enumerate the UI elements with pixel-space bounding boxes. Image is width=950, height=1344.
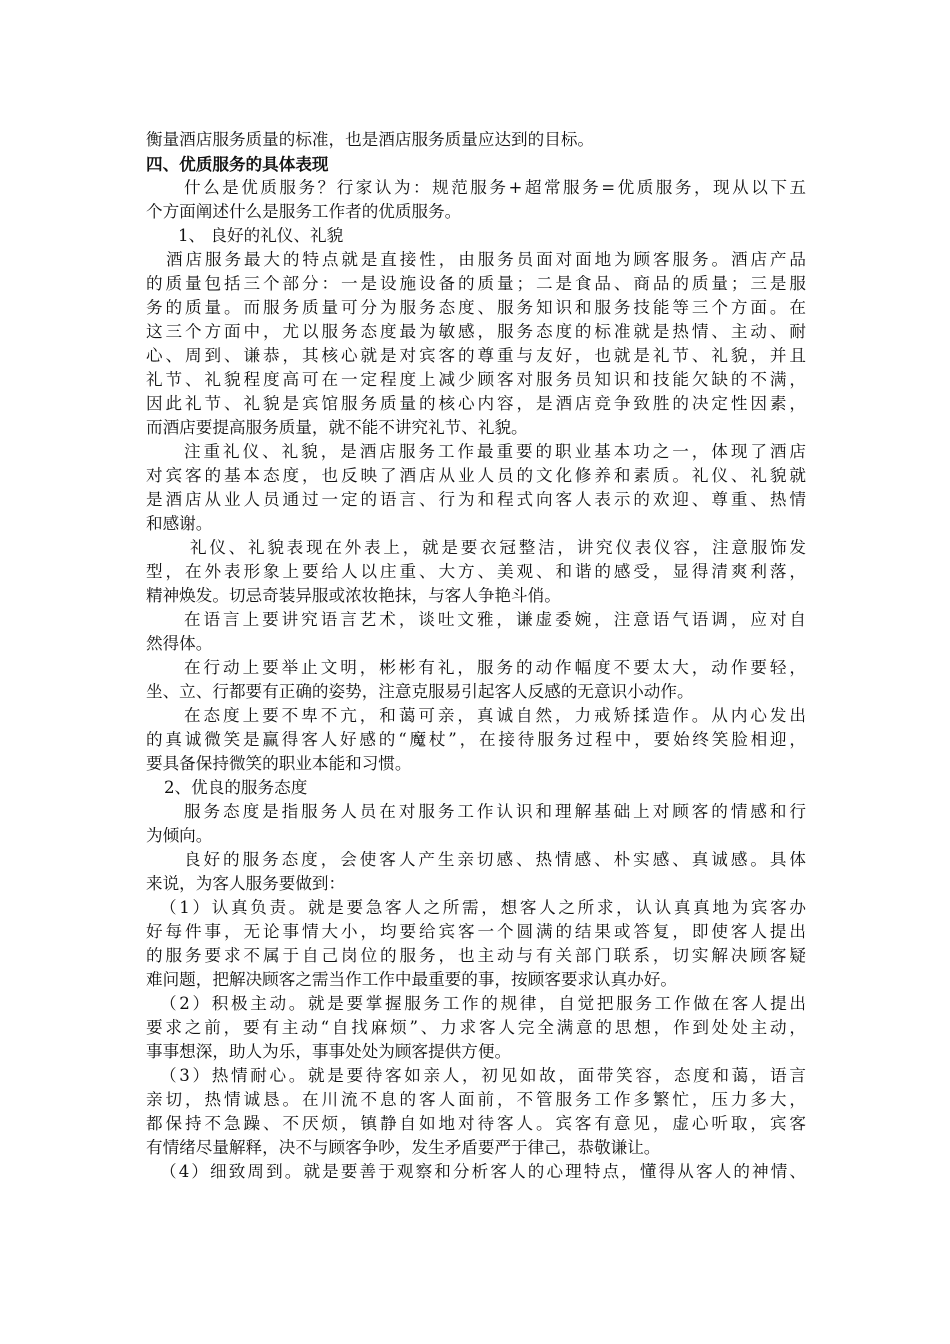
document-body xyxy=(146,128,806,1184)
text-line: 个方面阐述什么是服务工作者的优质服务。 xyxy=(146,202,462,221)
text-line: 和感谢。 xyxy=(146,514,213,533)
text-line: （4）细致周到。就是要善于观察和分析客人的心理特点，懂得从客人的神情、 xyxy=(160,1162,806,1181)
text-line: 在行动上要举止文明，彬彬有礼，服务的动作幅度不要太大，动作要轻， xyxy=(184,658,806,677)
text-line: 良好的服务态度，会使客人产生亲切感、热情感、朴实感、真诚感。具体 xyxy=(184,850,806,869)
text-line: 为倾向。 xyxy=(146,826,213,845)
text-line: 2、优良的服务态度 xyxy=(164,778,308,797)
text-line: 有情绪尽量解释，决不与顾客争吵，发生矛盾要严于律己，恭敬谦让。 xyxy=(146,1138,661,1157)
text-line: 注重礼仪、礼貌，是酒店服务工作最重要的职业基本功之一，体现了酒店 xyxy=(184,442,806,461)
text-line: 好每件事，无论事情大小，均要给宾客一个圆满的结果或答复，即使客人提出 xyxy=(146,922,806,941)
text-line: （1）认真负责。就是要急客人之所需，想客人之所求，认认真真地为宾客办 xyxy=(160,898,806,917)
text-line: 是酒店从业人员通过一定的语言、行为和程式向客人表示的欢迎、尊重、热情 xyxy=(146,490,806,509)
section-heading: 四、优质服务的具体表现 xyxy=(146,154,329,174)
text-line: 而酒店要提高服务质量，就不能不讲究礼节、礼貌。 xyxy=(146,418,528,437)
text-line: 型，在外表形象上要给人以庄重、大方、美观、和谐的感受，显得清爽利落， xyxy=(146,562,806,581)
text-line: （3）热情耐心。就是要待客如亲人，初见如故，面带笑容，态度和蔼，语言 xyxy=(160,1066,806,1085)
text-line: 酒店服务最大的特点就是直接性，由服务员面对面地为顾客服务。酒店产品 xyxy=(166,250,806,269)
text-line: 衡量酒店服务质量的标准，也是酒店服务质量应达到的目标。 xyxy=(146,130,595,149)
text-line: 在态度上要不卑不亢，和蔼可亲，真诚自然，力戒矫揉造作。从内心发出 xyxy=(184,706,806,725)
text-line: 要求之前，要有主动“自找麻烦”、力求客人完全满意的思想，作到处处主动， xyxy=(146,1018,806,1037)
text-line: 礼节、礼貌程度高可在一定程度上减少顾客对服务员知识和技能欠缺的不满， xyxy=(146,370,806,389)
text-line: 在语言上要讲究语言艺术，谈吐文雅，谦虚委婉，注意语气语调，应对自 xyxy=(184,610,806,629)
text-line: （2）积极主动。就是要掌握服务工作的规律，自觉把服务工作做在客人提出 xyxy=(160,994,806,1013)
text-line: 1、 良好的礼仪、礼貌 xyxy=(178,226,344,245)
text-line: 因此礼节、礼貌是宾馆服务质量的核心内容，是酒店竞争致胜的决定性因素， xyxy=(146,394,806,413)
text-line: 然得体。 xyxy=(146,634,213,653)
text-line: 事事想深，助人为乐，事事处处为顾客提供方便。 xyxy=(146,1042,512,1061)
text-line: 礼仪、礼貌表现在外表上，就是要衣冠整洁，讲究仪表仪容，注意服饰发 xyxy=(190,538,806,557)
text-line: 务的质量。而服务质量可分为服务态度、服务知识和服务技能等三个方面。在 xyxy=(146,298,806,317)
text-line: 亲切，热情诚恳。在川流不息的客人面前，不管服务工作多繁忙，压力多大， xyxy=(146,1090,806,1109)
text-line: 都保持不急躁、不厌烦，镇静自如地对待客人。宾客有意见，虚心听取，宾客 xyxy=(146,1114,806,1133)
text-line: 心、周到、谦恭，其核心就是对宾客的尊重与友好，也就是礼节、礼貌，并且 xyxy=(146,346,806,365)
text-line: 的质量包括三个部分：一是设施设备的质量；二是食品、商品的质量；三是服 xyxy=(146,274,806,293)
text-line: 对宾客的基本态度，也反映了酒店从业人员的文化修养和素质。礼仪、礼貌就 xyxy=(146,466,806,485)
text-line: 坐、立、行都要有正确的姿势，注意克服易引起客人反感的无意识小动作。 xyxy=(146,682,694,701)
text-line: 精神焕发。切忌奇装异服或浓妆艳抹，与客人争艳斗俏。 xyxy=(146,586,561,605)
text-line: 来说，为客人服务要做到： xyxy=(146,874,346,893)
text-line: 这三个方面中，尤以服务态度最为敏感，服务态度的标准就是热情、主动、耐 xyxy=(146,322,806,341)
text-line: 要具备保持微笑的职业本能和习惯。 xyxy=(146,754,412,773)
text-line: 什么是优质服务？行家认为：规范服务+超常服务=优质服务，现从以下五 xyxy=(184,178,806,197)
text-line: 的服务要求不属于自己岗位的服务，也主动与有关部门联系，切实解决顾客疑 xyxy=(146,946,806,965)
text-line: 的真诚微笑是赢得客人好感的“魔杖”，在接待服务过程中，要始终笑脸相迎， xyxy=(146,730,806,749)
text-line: 服务态度是指服务人员在对服务工作认识和理解基础上对顾客的情感和行 xyxy=(184,802,806,821)
text-line: 难问题，把解决顾客之需当作工作中最重要的事，按顾客要求认真办好。 xyxy=(146,970,677,989)
